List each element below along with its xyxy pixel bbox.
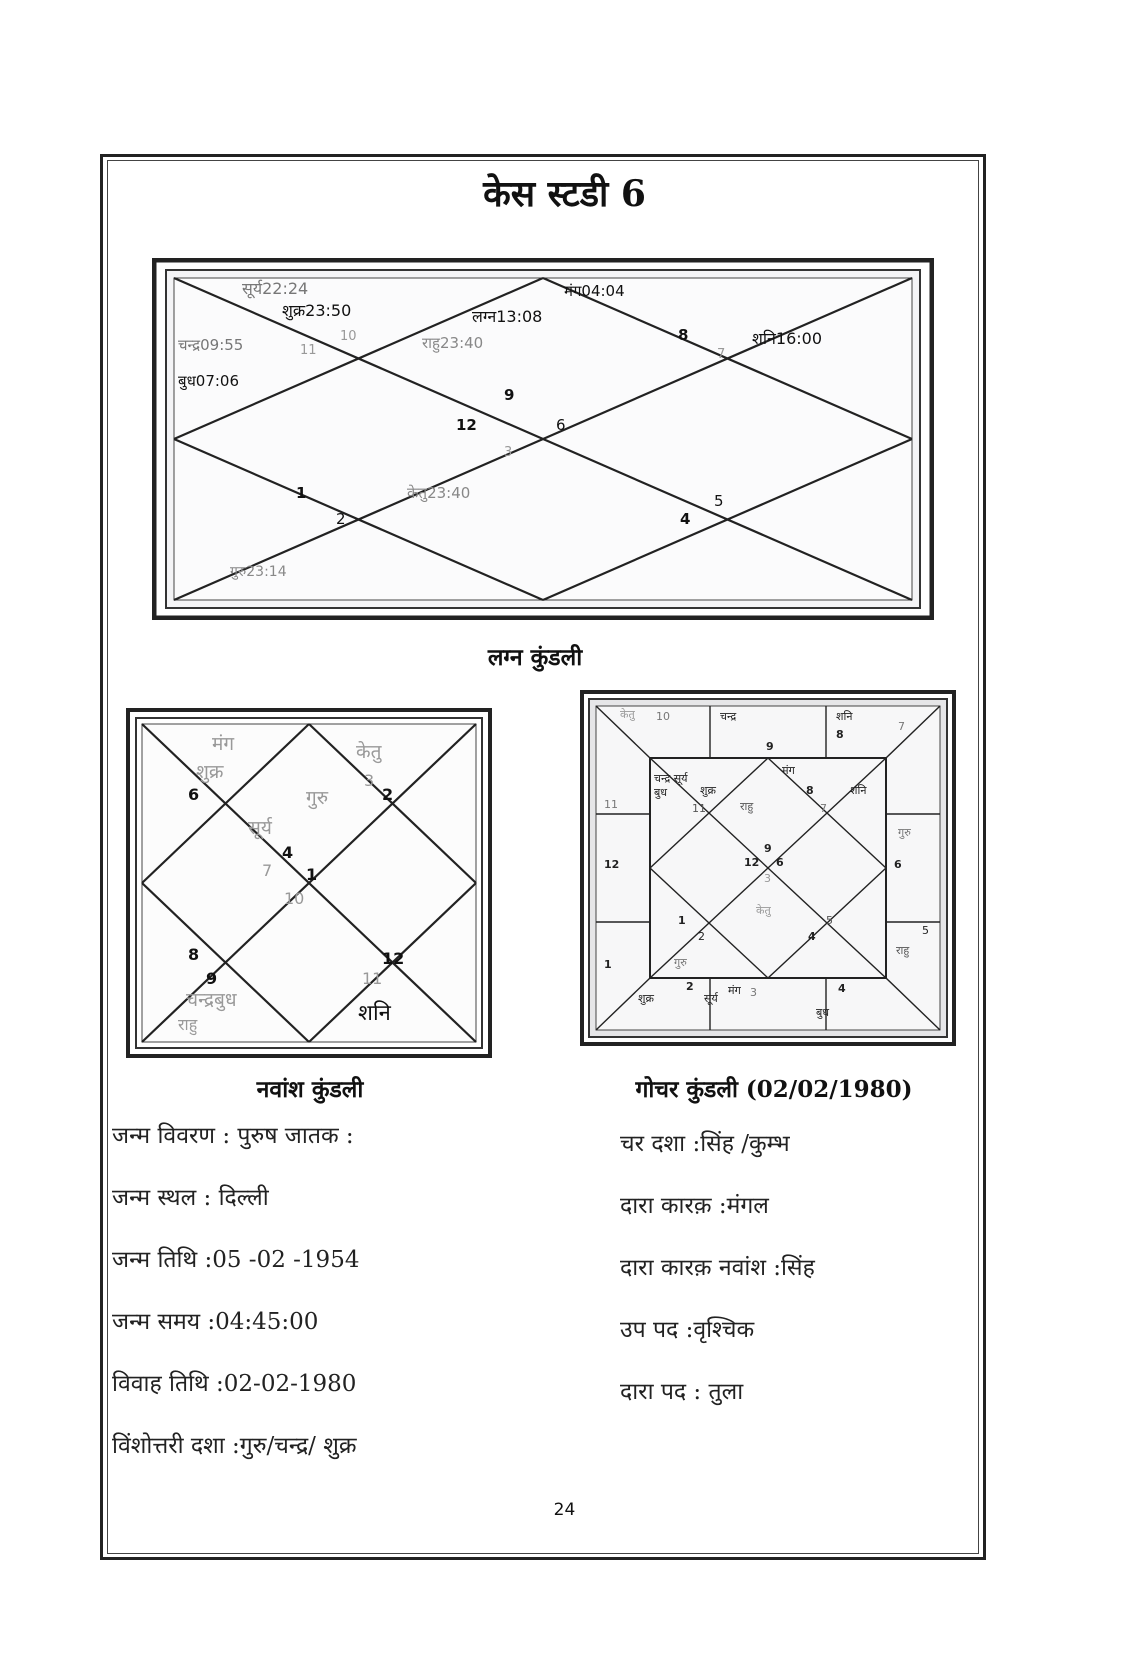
lagna-shukra: शुक्र23:50 <box>282 301 352 320</box>
gochar-outer-budh: बुध <box>816 1006 830 1019</box>
info-birth-place: जन्म स्थल : दिल्ली <box>112 1185 269 1211</box>
gochar-outer-house-2: 2 <box>686 980 694 993</box>
navamsha-house-2: 2 <box>382 785 394 804</box>
gochar-outer-house-3: 3 <box>750 986 757 999</box>
gochar-inner-house-7: 7 <box>820 802 827 815</box>
page-title: केस स्टडी 6 <box>483 173 646 215</box>
navamsha-chandra-budh: चन्द्रबुध <box>186 989 237 1011</box>
gochar-inner-house-6: 6 <box>776 856 784 869</box>
lagna-chart <box>152 258 934 620</box>
navamsha-house-1: 1 <box>306 865 318 884</box>
gochar-outer-house-8: 8 <box>836 728 844 741</box>
gochar-outer-shukra: शुक्र <box>638 992 654 1005</box>
gochar-inner-house-9: 9 <box>764 842 772 855</box>
gochar-outer-rahu: राहु <box>896 944 910 957</box>
navamsha-house-8: 8 <box>188 945 200 964</box>
lagna-house-3: 3 <box>504 445 513 460</box>
navamsha-house-6-label: 6 <box>188 785 200 804</box>
navamsha-chart-caption: नवांश कुंडली <box>256 1076 364 1103</box>
gochar-chart-caption: गोचर कुंडली (02/02/1980) <box>635 1076 913 1103</box>
navamsha-house-11: 11 <box>362 969 383 988</box>
navamsha-house-4: 4 <box>282 843 294 862</box>
lagna-house-2: 2 <box>336 510 346 528</box>
info-up-pad: उप पद :वृश्चिक <box>620 1317 755 1343</box>
gochar-inner-shukra: शुक्र <box>700 784 716 797</box>
gochar-inner-chandra-surya: चन्द्र सूर्य <box>654 772 688 785</box>
gochar-outer-guru: गुरु <box>898 826 911 839</box>
navamsha-rahu: राहु <box>178 1015 198 1034</box>
lagna-ketu: केतु23:40 <box>407 484 471 502</box>
gochar-outer-house-12: 12 <box>604 858 620 871</box>
info-marriage-date: विवाह तिथि :02-02-1980 <box>112 1371 357 1397</box>
lagna-surya: सूर्य22:24 <box>242 279 309 298</box>
navamsha-house-10: 10 <box>284 889 305 908</box>
navamsha-guru: गुरु <box>306 787 329 809</box>
lagna-shani: शनि16:00 <box>752 329 823 348</box>
navamsha-chart <box>126 708 492 1058</box>
lagna-chandra: चन्द्र09:55 <box>178 336 244 354</box>
gochar-outer-house-5: 5 <box>922 924 929 937</box>
gochar-inner-rahu: राहु <box>740 800 754 813</box>
gochar-inner-ketu: केतु <box>756 904 771 917</box>
gochar-outer-surya: सूर्य <box>704 992 718 1005</box>
info-dara-karak-navamsha: दारा कारक़ नवांश :सिंह <box>620 1255 815 1281</box>
gochar-outer-house-11: 11 <box>604 798 618 811</box>
navamsha-shukra: शुक्र <box>196 761 224 783</box>
lagna-lagna: लग्न13:08 <box>472 307 543 326</box>
info-birth-date: जन्म तिथि :05 -02 -1954 <box>112 1247 360 1273</box>
gochar-inner-mangal: मंग <box>782 764 795 777</box>
gochar-outer-house-9: 9 <box>766 740 774 753</box>
navamsha-surya: सूर्य <box>248 817 272 839</box>
info-char-dasha: चर दशा :सिंह /कुम्भ <box>620 1131 790 1157</box>
lagna-budh: बुध07:06 <box>178 372 240 390</box>
gochar-inner-house-4: 4 <box>808 930 816 943</box>
gochar-inner-budh: बुध <box>654 786 668 799</box>
gochar-outer-house-7: 7 <box>898 720 905 733</box>
lagna-house-8: 8 <box>678 326 689 344</box>
lagna-chart-caption: लग्न कुंडली <box>487 644 583 671</box>
lagna-house-4: 4 <box>680 510 691 528</box>
navamsha-house-7: 7 <box>262 861 273 880</box>
navamsha-ketu: केतु <box>356 741 382 763</box>
lagna-house-5: 5 <box>714 492 724 510</box>
gochar-inner-house-11: 11 <box>692 802 706 815</box>
lagna-house-6: 6 <box>556 416 566 434</box>
lagna-house-11: 11 <box>300 343 317 358</box>
gochar-outer-ketu: केतु <box>620 708 635 721</box>
gochar-inner-house-1: 1 <box>678 914 686 927</box>
navamsha-house-3: 3 <box>364 771 375 790</box>
navamsha-house-9: 9 <box>206 969 218 988</box>
lagna-house-7: 7 <box>717 347 726 362</box>
navamsha-mangal: मंग <box>212 733 235 755</box>
gochar-inner-house-3: 3 <box>764 872 771 885</box>
info-dara-karak: दारा कारक़ :मंगल <box>620 1193 769 1219</box>
gochar-inner-house-8: 8 <box>806 784 814 797</box>
gochar-inner-house-2: 2 <box>698 930 705 943</box>
info-vimshottari-dasha: विंशोत्तरी दशा :गुरु/चन्द्र/ शुक्र <box>112 1433 357 1459</box>
gochar-outer-chandra: चन्द्र <box>720 710 737 723</box>
gochar-outer-house-10: 10 <box>656 710 670 723</box>
gochar-outer-house-1: 1 <box>604 958 612 971</box>
gochar-outer-house-6: 6 <box>894 858 902 871</box>
lagna-rahu: राहु23:40 <box>422 334 484 352</box>
navamsha-shani: शनि <box>358 1001 391 1026</box>
gochar-inner-house-12: 12 <box>744 856 760 869</box>
gochar-chart <box>580 690 956 1046</box>
lagna-house-10: 10 <box>340 329 357 344</box>
gochar-inner-house-5: 5 <box>826 914 833 927</box>
info-dara-pad: दारा पद : तुला <box>620 1379 744 1405</box>
lagna-house-9: 9 <box>504 386 515 404</box>
info-birth-details: जन्म विवरण : पुरुष जातक : <box>112 1123 354 1149</box>
gochar-outer-mangal: मंग <box>728 984 741 997</box>
lagna-mangal: मंग04:04 <box>564 282 625 300</box>
gochar-outer-shani: शनि <box>836 710 853 723</box>
page-number: 24 <box>553 1500 576 1520</box>
lagna-house-1: 1 <box>296 484 307 502</box>
info-birth-time: जन्म समय :04:45:00 <box>112 1309 319 1335</box>
gochar-outer-house-4: 4 <box>838 982 846 995</box>
lagna-house-12: 12 <box>456 416 477 434</box>
lagna-guru: गुरु23:14 <box>230 564 287 580</box>
navamsha-house-12: 12 <box>382 949 405 968</box>
gochar-inner-guru: गुरु <box>674 956 687 969</box>
gochar-inner-shani: शनि <box>850 784 867 797</box>
